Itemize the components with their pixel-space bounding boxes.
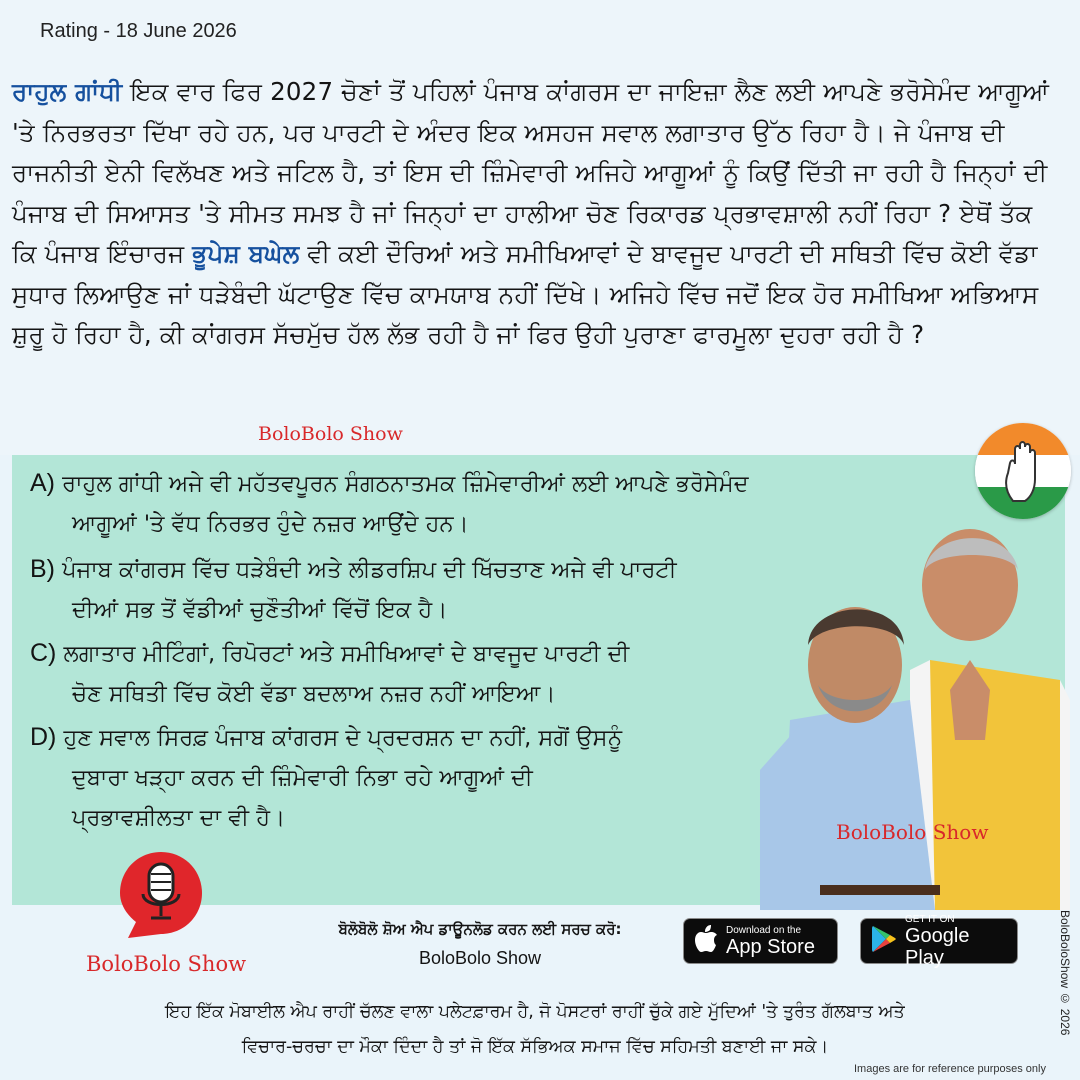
option-line: ਪ੍ਰਭਾਵਸ਼ੀਲਤਾ ਦਾ ਵੀ ਹੈ।	[72, 805, 286, 831]
option-b[interactable]	[30, 549, 677, 630]
copyright-vertical: BoloBoloShow © 2026	[1058, 910, 1072, 1036]
apple-icon	[694, 925, 718, 957]
microphone-icon	[118, 850, 204, 940]
highlight-name-rahul: ਰਾਹੁਲ ਗਾਂਧੀ	[12, 77, 123, 106]
option-line: ਹੁਣ ਸਵਾਲ ਸਿਰਫ਼ ਪੰਜਾਬ ਕਾਂਗਰਸ ਦੇ ਪ੍ਰਦਰਸ਼ਨ ਦਾ ਨਹੀਂ, ਸਗੋਂ ਉਸਨੂੰ	[56, 725, 623, 751]
congress-hand-logo-icon	[975, 423, 1071, 519]
google-play-icon	[871, 925, 897, 957]
option-line: ਦੀਆਂ ਸਭ ਤੋਂ ਵੱਡੀਆਂ ਚੁਣੌਤੀਆਂ ਵਿੱਚੋਂ ਇਕ ਹੈ।	[72, 597, 448, 623]
google-play-button[interactable]	[860, 913, 1018, 969]
rating-date-label: Rating - 18 June 2026	[40, 20, 237, 42]
option-line: ਆਗੂਆਂ 'ਤੇ ਵੱਧ ਨਿਰਭਰ ਹੁੰਦੇ ਨਜ਼ਰ ਆਉਂਦੇ ਹਨ।	[72, 511, 469, 537]
option-line: ਰਾਹੁਲ ਗਾਂਧੀ ਅਜੇ ਵੀ ਮਹੱਤਵਪੂਰਨ ਸੰਗਠਨਾਤਮਕ ਜ਼ਿੰਮੇਵਾਰੀਆਂ ਲਈ ਆਪਣੇ ਭਰੋਸੇਮੰਦ	[55, 471, 749, 497]
option-d[interactable]	[30, 717, 622, 838]
question-text-part-1: ਇਕ ਵਾਰ ਫਿਰ 2027 ਚੋਣਾਂ ਤੋਂ ਪਹਿਲਾਂ ਪੰਜਾਬ ਕਾਂਗਰਸ ਦਾ ਜਾਇਜ਼ਾ ਲੈਣ ਲਈ ਆਪਣੇ ਭਰੋਸੇਮੰਦ ਆਗੂਆਂ 'ਤੇ ਨਿਰਭਰਤਾ ਦਿੱਖਾ ਰਹੇ ਹਨ, ਪਰ ਪਾਰਟੀ ਦੇ ਅੰਦਰ ਇਕ ਅਸਹਜ ਸਵਾਲ ਲਗਾਤਾਰ ਉੱਠ ਰਿਹਾ ਹੈ। ਜੇ ਪੰਜਾਬ ਦੀ ਰਾਜਨੀਤੀ ਏਨੀ ਵਿਲੱਖਣ ਅਤੇ ਜਟਿਲ ਹੈ, ਤਾਂ ਇਸ ਦੀ ਜ਼ਿੰਮੇਵਾਰੀ ਅਜਿਹੇ ਆਗੂਆਂ ਨੂੰ ਕਿਉਂ ਦਿੱਤੀ ਜਾ ਰਹੀ ਹੈ ਜਿਨ੍ਹਾਂ ਦੀ ਪੰਜਾਬ ਦੀ ਸਿਆਸਤ 'ਤੇ ਸੀਮਤ ਸਮਝ ਹੈ ਜਾਂ ਜਿਨ੍ਹਾਂ ਦਾ ਹਾਲੀਆ ਚੋਣ ਰਿਕਾਰਡ ਪ੍ਰਭਾਵਸ਼ਾਲੀ ਨਹੀਂ ਰਿਹਾ ? ਏਥੋਂ ਤੱਕ ਕਿ ਪੰਜਾਬ ਇੰਚਾਰਜ	[12, 77, 1050, 268]
disclaimer-line: ਵਿਚਾਰ-ਚਰਚਾ ਦਾ ਮੌਕਾ ਦਿੰਦਾ ਹੈ ਤਾਂ ਜੋ ਇੱਕ ਸੱਭਿਅਕ ਸਮਾਜ ਵਿੱਚ ਸਹਿਮਤੀ ਬਣਾਈ ਜਾ ਸਕੇ।	[241, 1037, 829, 1057]
option-letter: D)	[30, 723, 57, 751]
option-line: ਪੰਜਾਬ ਕਾਂਗਰਸ ਵਿੱਚ ਧੜੇਬੰਦੀ ਅਤੇ ਲੀਡਰਸ਼ਿਪ ਦੀ ਖਿੱਚਤਾਣ ਅਜੇ ਵੀ ਪਾਰਟੀ	[55, 557, 677, 583]
app-store-big-text: App Store	[726, 935, 815, 958]
option-line: ਦੁਬਾਰਾ ਖੜ੍ਹਾ ਕਰਨ ਦੀ ਜ਼ਿੰਮੇਵਾਰੀ ਨਿਭਾ ਰਹੇ ਆਗੂਆਂ ਦੀ	[72, 765, 533, 791]
leaders-photo-illustration	[760, 510, 1070, 910]
brand-footer-logo-text: BoloBolo Show	[86, 952, 247, 976]
app-store-small-text: Download on the	[726, 924, 802, 936]
highlight-name-bhupesh: ਭੂਪੇਸ਼ ਬਘੇਲ	[192, 239, 300, 268]
platform-disclaimer	[30, 995, 1040, 1065]
disclaimer-line: ਇਹ ਇੱਕ ਮੋਬਾਈਲ ਐਪ ਰਾਹੀਂ ਚੱਲਣ ਵਾਲਾ ਪਲੇਟਫ਼ਾਰਮ ਹੈ, ਜੋ ਪੋਸਟਰਾਂ ਰਾਹੀਂ ਚੁੱਕੇ ਗਏ ਮੁੱਦਿਆਂ 'ਤੇ ਤੁਰੰਤ ਗੱਲਬਾਤ ਅਤੇ	[165, 1002, 905, 1022]
reference-note: Images are for reference purposes only	[854, 1063, 1046, 1075]
option-line: ਲਗਾਤਾਰ ਮੀਟਿੰਗਾਂ, ਰਿਪੋਰਟਾਂ ਅਤੇ ਸਮੀਖਿਆਵਾਂ ਦੇ ਬਾਵਜੂਦ ਪਾਰਟੀ ਦੀ	[56, 641, 630, 667]
app-store-button[interactable]	[683, 918, 838, 964]
app-name-label: BoloBolo Show	[418, 948, 542, 968]
app-search-prompt: ਬੋਲੋਬੋਲੋ ਸ਼ੋਅ ਐਪ ਡਾਊਨਲੋਡ ਕਰਨ ਲਈ ਸਰਚ ਕਰੋ:	[338, 920, 622, 938]
question-text	[12, 72, 1052, 356]
option-c[interactable]	[30, 633, 629, 714]
google-play-big-text: Google Play	[905, 924, 970, 969]
google-play-small-text: GET IT ON	[905, 913, 955, 925]
question-text-part-2: ਵੀ ਕਈ ਦੌਰਿਆਂ ਅਤੇ ਸਮੀਖਿਆਵਾਂ ਦੇ ਬਾਵਜੂਦ ਪਾਰਟੀ ਦੀ ਸਥਿਤੀ ਵਿੱਚ ਕੋਈ ਵੱਡਾ ਸੁਧਾਰ ਲਿਆਉਣ ਜਾਂ ਧੜੇਬੰਦੀ ਘੱਟਾਉਣ ਵਿੱਚ ਕਾਮਯਾਬ ਨਹੀਂ ਦਿੱਖੇ। ਅਜਿਹੇ ਵਿੱਚ ਜਦੋਂ ਇਕ ਹੋਰ ਸਮੀਖਿਆ ਅਭਿਆਸ ਸ਼ੁਰੂ ਹੋ ਰਿਹਾ ਹੈ, ਕੀ ਕਾਂਗਰਸ ਸੱਚਮੁੱਚ ਹੱਲ ਲੱਭ ਰਹੀ ਹੈ ਜਾਂ ਫਿਰ ਉਹੀ ਪੁਰਾਣਾ ਫਾਰਮੂਲਾ ਦੁਹਰਾ ਰਹੀ ਹੈ ?	[12, 239, 1039, 349]
option-letter: C)	[30, 639, 57, 667]
brand-watermark-image: BoloBolo Show	[836, 820, 989, 844]
brand-watermark-question: BoloBolo Show	[258, 423, 403, 445]
option-letter: B)	[30, 555, 55, 583]
option-letter: A)	[30, 469, 55, 497]
option-line: ਚੋਣ ਸਥਿਤੀ ਵਿੱਚ ਕੋਈ ਵੱਡਾ ਬਦਲਾਅ ਨਜ਼ਰ ਨਹੀਂ ਆਇਆ।	[72, 681, 556, 707]
option-a[interactable]	[30, 463, 749, 544]
